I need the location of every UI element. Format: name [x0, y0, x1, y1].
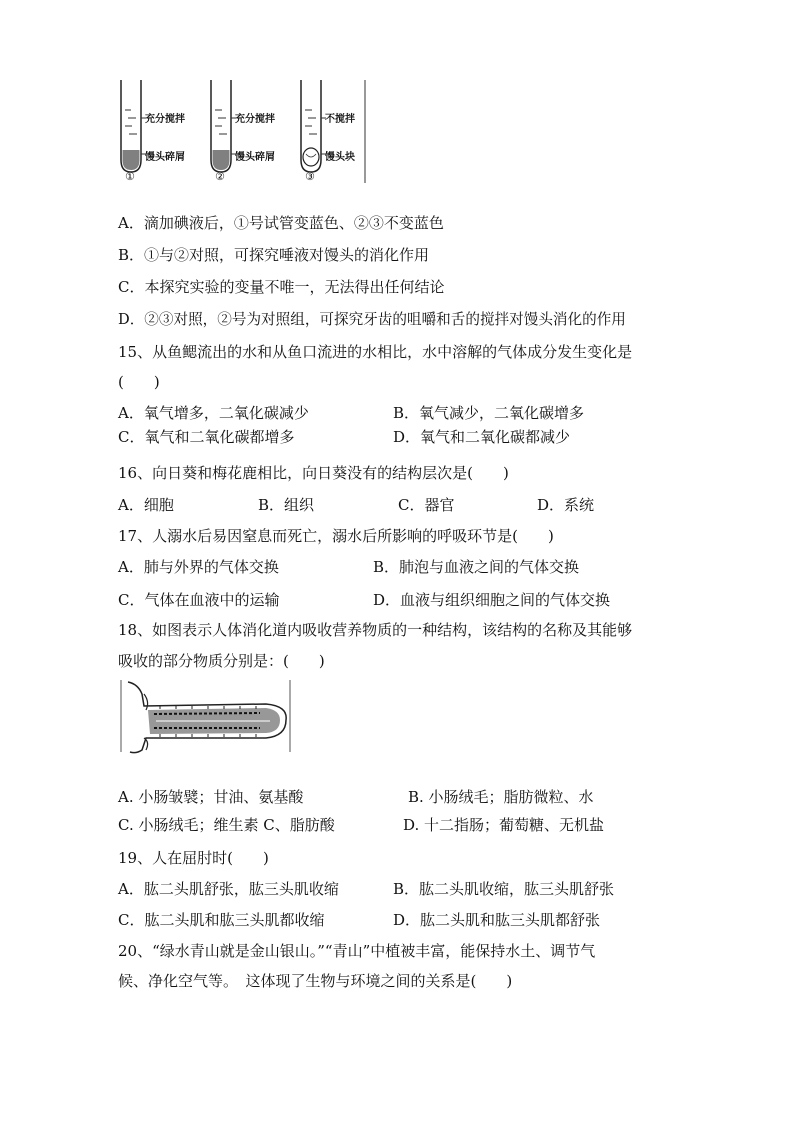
q15-option-a: A．氧气增多，二氧化碳减少: [118, 404, 309, 422]
q18-option-b: B. 小肠绒毛；脂肪微粒、水: [408, 788, 594, 806]
q18-stem-line-1: 18、如图表示人体消化道内吸收营养物质的一种结构，该结构的名称及其能够: [118, 621, 633, 639]
tube-1: [121, 80, 146, 172]
q14-option-c: C．本探究实验的变量不唯一，无法得出任何结论: [118, 278, 445, 296]
q14-option-b: B．①与②对照，可探究唾液对馒头的消化作用: [118, 246, 430, 264]
q19-option-d: D．肱二头肌和肱三头肌都舒张: [393, 911, 601, 929]
q19-option-b: B．肱二头肌收缩，肱三头肌舒张: [393, 880, 615, 898]
intestinal-villus-figure: [120, 680, 292, 754]
q19-stem: 19、人在屈肘时( ): [118, 849, 269, 867]
q15-stem: 15、从鱼鳃流出的水和从鱼口流进的水相比，水中溶解的气体成分发生变化是: [118, 343, 633, 361]
q16-stem: 16、向日葵和梅花鹿相比，向日葵没有的结构层次是( ): [118, 464, 509, 482]
q18-stem-line-2: 吸收的部分物质分别是：( ): [118, 652, 325, 670]
q17-stem: 17、人溺水后易因窒息而死亡，溺水后所影响的呼吸环节是( ): [118, 527, 554, 545]
tube-2-stir-label: 充分搅拌: [235, 114, 275, 125]
q14-option-d: D．②③对照，②号为对照组，可探究牙齿的咀嚼和舌的搅拌对馒头消化的作用: [118, 311, 626, 328]
q20-stem-line-1: 20、“绿水青山就是金山银山。”“青山”中植被丰富，能保持水土、调节气: [118, 942, 596, 960]
tube-1-stir-label: 充分搅拌: [145, 114, 185, 125]
q16-option-b: B．组织: [258, 496, 315, 514]
q16-option-d: D．系统: [537, 496, 595, 514]
intestinal-villus-drawing: [120, 680, 292, 754]
q14-option-a: A．滴加碘液后，①号试管变蓝色、②③不变蓝色: [118, 214, 444, 232]
q16-option-c: C．器官: [398, 496, 455, 514]
tube-2-content-label: 馒头碎屑: [235, 152, 275, 163]
tube-1-number: ①: [125, 170, 135, 183]
q17-option-a: A．肺与外界的气体交换: [118, 558, 279, 576]
q15-option-c: C．氧气和二氧化碳都增多: [118, 428, 295, 446]
q19-option-a: A．肱二头肌舒张，肱三头肌收缩: [118, 880, 339, 898]
tube-3-content-label: 馒头块: [325, 152, 355, 163]
q19-option-c: C．肱二头肌和肱三头肌都收缩: [118, 911, 325, 929]
q17-option-d: D．血液与组织细胞之间的气体交换: [373, 591, 611, 609]
q18-option-a: A. 小肠皱襞；甘油、氨基酸: [118, 788, 304, 806]
tube-3-number: ③: [305, 170, 315, 183]
test-tube-figure: [118, 80, 368, 185]
q18-option-c: C. 小肠绒毛；维生素 C、脂肪酸: [118, 816, 335, 834]
q17-option-b: B．肺泡与血液之间的气体交换: [373, 558, 580, 576]
q16-option-a: A．细胞: [118, 496, 174, 514]
q20-stem-line-2: 候、净化空气等。 这体现了生物与环境之间的关系是( ): [118, 972, 513, 990]
tube-1-content-label: 馒头碎屑: [145, 152, 185, 163]
tube-2: [211, 80, 236, 172]
q17-option-c: C．气体在血液中的运输: [118, 591, 280, 609]
q15-answer-bracket: ( ): [118, 373, 160, 391]
tube-2-number: ②: [215, 170, 225, 183]
q15-option-d: D．氧气和二氧化碳都减少: [393, 428, 571, 446]
q18-option-d: D. 十二指肠；葡萄糖、无机盐: [403, 816, 605, 834]
test-tube-figure-drawing: [118, 80, 368, 185]
tube-3-stir-label: 不搅拌: [325, 114, 355, 125]
q15-option-b: B．氧气减少，二氧化碳增多: [393, 404, 585, 422]
tube-3: [301, 80, 326, 172]
